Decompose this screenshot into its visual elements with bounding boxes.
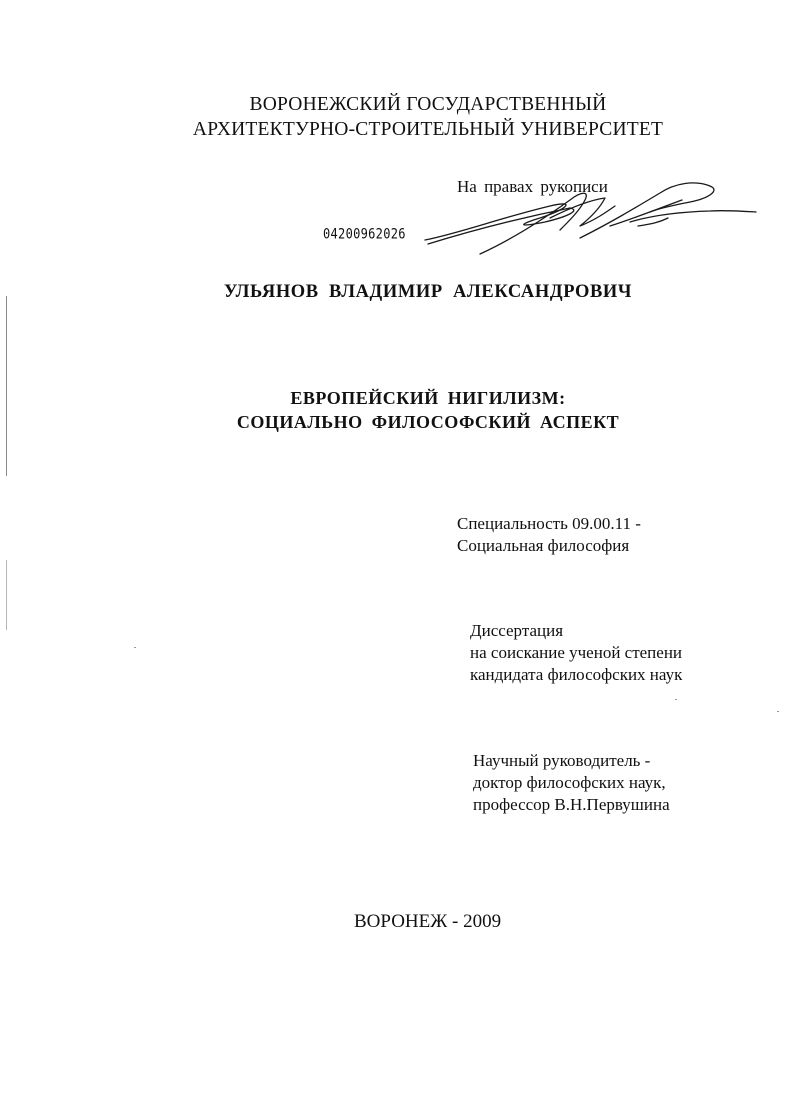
specialty-name: Социальная философия xyxy=(457,536,630,555)
specialty-block xyxy=(457,513,641,557)
inventory-number: 04200962026 xyxy=(323,226,406,243)
title-line-1: ЕВРОПЕЙСКИЙ НИГИЛИЗМ: xyxy=(290,388,566,408)
author-name: УЛЬЯНОВ ВЛАДИМИР АЛЕКСАНДРОВИЧ xyxy=(223,282,633,302)
specialty-code: Специальность 09.00.11 - xyxy=(457,514,641,533)
university-name xyxy=(0,92,796,142)
degree-line-3: кандидата философских наук xyxy=(470,665,683,684)
supervisor-line-1: Научный руководитель - xyxy=(473,751,651,770)
scan-speck xyxy=(777,711,779,712)
title-line-2: СОЦИАЛЬНО ФИЛОСОФСКИЙ АСПЕКТ xyxy=(236,412,620,432)
supervisor-block xyxy=(473,750,670,816)
degree-line-1: Диссертация xyxy=(470,621,564,640)
scan-edge-mark xyxy=(6,560,7,630)
degree-line-2: на соискание ученой степени xyxy=(470,643,683,662)
supervisor-line-3: профессор В.Н.Первушина xyxy=(473,795,670,814)
university-line-1: ВОРОНЕЖСКИЙ ГОСУДАРСТВЕННЫЙ xyxy=(249,94,607,115)
supervisor-line-2: доктор философских наук, xyxy=(473,773,666,792)
scan-speck xyxy=(134,647,136,648)
handwritten-signature xyxy=(420,178,765,258)
manuscript-note: На правах рукописи xyxy=(457,177,608,196)
degree-block xyxy=(470,620,682,686)
city-and-year: ВОРОНЕЖ - 2009 xyxy=(354,911,502,932)
dissertation-title xyxy=(0,386,796,434)
university-line-2: АРХИТЕКТУРНО-СТРОИТЕЛЬНЫЙ УНИВЕРСИТЕТ xyxy=(192,119,664,140)
scan-speck xyxy=(675,699,677,700)
